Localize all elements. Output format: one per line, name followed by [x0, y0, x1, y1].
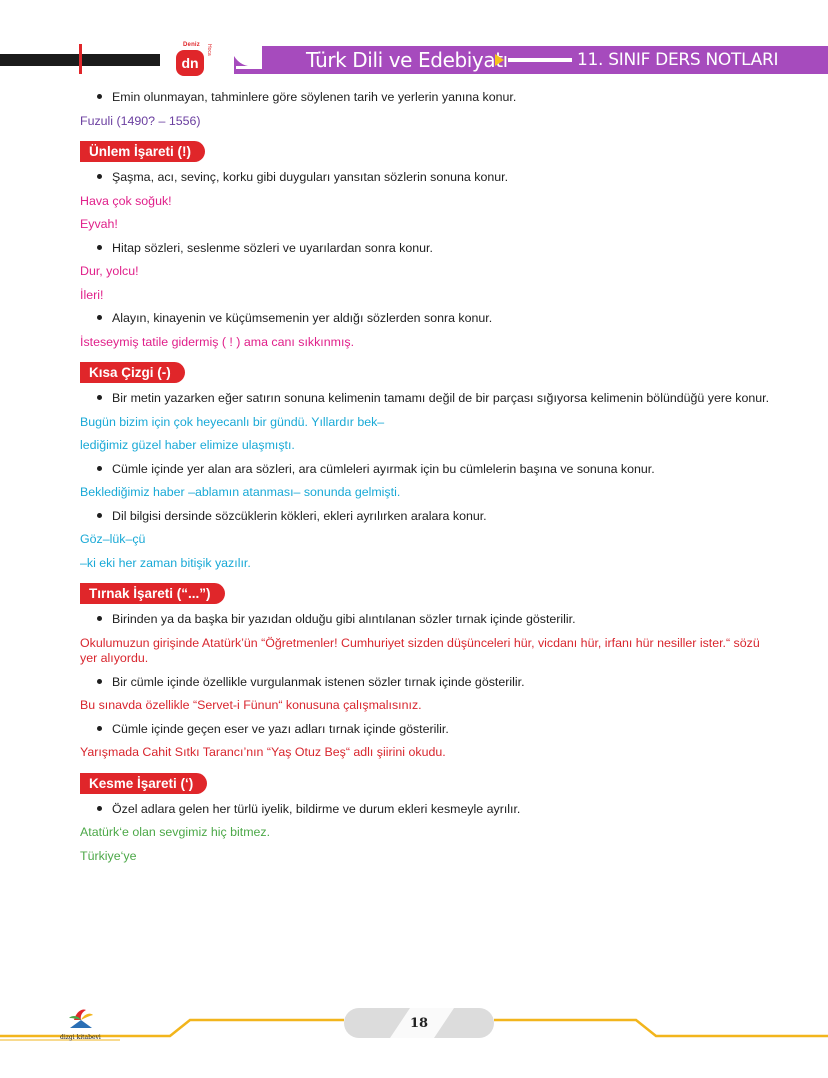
example-text: Yarışmada Cahit Sıtkı Tarancı’nın “Yaş Otuz Beş“ adlı şiirini okudu. [80, 745, 446, 759]
publisher-logo-icon [66, 1006, 96, 1032]
example-text: lediğimiz güzel haber elimize ulaşmıştı. [80, 438, 295, 452]
example-text: Atatürk‘e olan sevgimiz hiç bitmez. [80, 825, 271, 839]
header-divider-line [508, 58, 572, 62]
example-text: Fuzuli (1490? – 1556) [80, 113, 201, 128]
rule-bullet: Bir cümle içinde özellikle vurgulanmak istenen sözler tırnak içinde gösterilir. [112, 671, 780, 695]
example-text: Dur, yolcu! [80, 264, 139, 278]
section-heading-kesme: Kesme İşareti (‘) [80, 773, 207, 794]
example-text: Göz–lük–çü [80, 532, 146, 546]
section-heading-tirnak: Tırnak İşareti (“...”) [80, 583, 225, 604]
publisher-name: dizgi kitabevi [60, 1034, 101, 1041]
logo-top-text: Deniz [183, 42, 201, 48]
example-text: Hava çok soğuk! [80, 193, 172, 208]
section-heading-kisa-cizgi: Kısa Çizgi (-) [80, 362, 185, 383]
page-footer [0, 1000, 828, 1078]
logo-mark: dn [176, 50, 204, 76]
logo-side-text: Hoca [206, 44, 212, 56]
example-text: Bu sınavda özellikle “Servet-i Fünun“ konusuna çalışmalısınız. [80, 698, 422, 712]
brand-logo [176, 42, 212, 76]
page-number: 18 [409, 1016, 429, 1031]
rule-bullet: Birinden ya da başka bir yazıdan olduğu gibi alıntılanan sözler tırnak içinde gösterilir. [112, 608, 780, 632]
rule-bullet: Alayın, kinayenin ve küçümsemenin yer aldığı sözlerden sonra konur. [112, 307, 780, 331]
rule-bullet: Cümle içinde yer alan ara sözleri, ara cümleleri ayırmak için bu cümlelerin başına ve sonuna konur. [112, 458, 780, 482]
example-text: Okulumuzun girişinde Atatürk’ün “Öğretmenler! Cumhuriyet sizden düşünceleri hür, vicdanı hür, irfanı hür nesiller ister.“ sözü yer alıyordu. [80, 635, 760, 665]
rule-bullet: Şaşma, acı, sevinç, korku gibi duyguları yansıtan sözlerin sonuna konur. [112, 166, 780, 190]
rule-bullet: Bir metin yazarken eğer satırın sonuna kelimenin tamamı değil de bir parçası sığıyorsa kelimenin bölündüğü yere konur. [112, 387, 780, 411]
example-text: Bugün bizim için çok heyecanlı bir gündü. Yıllardır bek– [80, 414, 385, 429]
example-text: İleri! [80, 287, 104, 302]
example-text: Türkiye‘ye [80, 848, 137, 863]
header-red-tick [79, 44, 82, 74]
page-content [0, 86, 828, 868]
rule-bullet: Hitap sözleri, seslenme sözleri ve uyarılardan sonra konur. [112, 237, 780, 261]
header-title: Türk Dili ve Edebiyatı [306, 48, 508, 72]
section-heading-unlem: Ünlem İşareti (!) [80, 141, 205, 162]
header-subtitle: 11. SINIF DERS NOTLARI [577, 50, 779, 70]
header-arrow-icon [495, 54, 504, 66]
rule-bullet: Emin olunmayan, tahminlere göre söylenen tarih ve yerlerin yanına konur. [112, 86, 780, 110]
rule-bullet: Cümle içinde geçen eser ve yazı adları tırnak içinde gösterilir. [112, 718, 780, 742]
rule-bullet: Dil bilgisi dersinde sözcüklerin kökleri, ekleri ayrılırken aralara konur. [112, 505, 780, 529]
header-wave-icon [206, 44, 266, 74]
rule-bullet: Özel adlara gelen her türlü iyelik, bildirme ve durum ekleri kesmeyle ayrılır. [112, 798, 780, 822]
example-text: Eyvah! [80, 217, 118, 231]
example-text: –ki eki her zaman bitişik yazılır. [80, 555, 251, 570]
page-header [0, 0, 828, 80]
example-text: İsteseymiş tatile gidermiş ( ! ) ama canı sıkkınmış. [80, 334, 355, 349]
example-text: Beklediğimiz haber –ablamın atanması– sonunda gelmişti. [80, 485, 401, 499]
